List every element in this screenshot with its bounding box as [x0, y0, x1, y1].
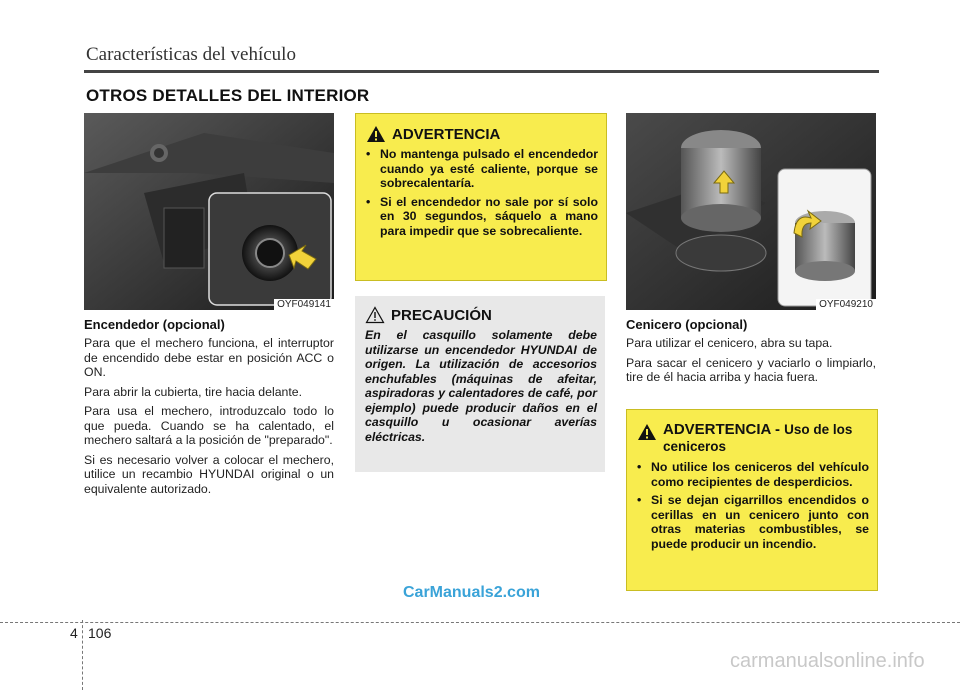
paragraph: Si es necesario volver a colocar el mechero, utilice un recambio HYUNDAI original o un equivalente autorizado. — [84, 452, 334, 496]
lighter-heading: Encendedor (opcional) — [84, 317, 225, 332]
warning-header — [637, 421, 869, 455]
paragraph: Para que el mechero funciona, el interruptor de encendido debe estar en posición ACC o ON. — [84, 336, 334, 379]
ashtray-heading: Cenicero (opcional) — [626, 317, 748, 332]
lighter-illustration — [84, 113, 334, 310]
warning-header — [366, 125, 500, 143]
warning-list — [637, 460, 869, 555]
caution-title: PRECAUCIÓN — [391, 306, 492, 324]
warning-subtitle: Uso de los ceniceros — [663, 422, 853, 454]
warning-triangle-icon — [637, 423, 657, 441]
list-item: • Si el encendedor no sale por sí solo en 30 segundos, sáquelo a mano para impedir que se sobrecaliente. — [366, 195, 598, 239]
lighter-warning-box — [355, 113, 607, 281]
warning-title: ADVERTENCIA — [392, 125, 501, 143]
footer-divider — [0, 622, 960, 623]
chapter-number: 4 — [70, 625, 78, 641]
ashtray-photo — [626, 113, 876, 310]
header-rule — [84, 70, 879, 73]
paragraph: Para usa el mechero, introduzcalo todo lo que pueda. Cuando se ha calentado, el mechero saltará a la posición de "preparado". — [84, 404, 334, 447]
lighter-photo — [84, 113, 334, 310]
caution-triangle-icon — [365, 306, 385, 324]
ashtray-warning-box — [626, 409, 878, 591]
caution-text: En el casquillo solamente debe utilizarse un encendedor HYUNDAI de origen. La utilización de accesorios enchufables (máquinas de afeitar, aspiradoras y calentadores de café, por ejemplo) puede producir daños en el casquillo u ocasionar averías eléctricas. — [365, 328, 597, 444]
footer-watermark: carmanualsonline.info — [730, 650, 925, 672]
caution-header — [365, 306, 492, 324]
page-header-title: Características del vehículo — [86, 44, 296, 65]
watermark-link[interactable]: CarManuals2.com — [403, 584, 540, 601]
warning-triangle-icon — [366, 125, 386, 143]
footer-vertical-divider — [82, 620, 83, 690]
paragraph: Para sacar el cenicero y vaciarlo o limpiarlo, tire de él hacia arriba y hacia fuera. — [626, 355, 876, 384]
warning-list — [366, 147, 598, 242]
list-item: • No mantenga pulsado el encendedor cuando ya esté caliente, porque se sobrecalentaría. — [366, 147, 598, 191]
lighter-body — [84, 336, 334, 501]
list-item: • Si se dejan cigarrillos encendidos o cerillas en un cenicero junto con otras materias combustibles, se puede producir un incendio. — [637, 493, 869, 551]
ashtray-body — [626, 336, 876, 390]
photo-code: OYF049141 — [274, 299, 334, 310]
ashtray-illustration — [626, 113, 876, 310]
list-item: • No utilice los ceniceros del vehículo como recipientes de desperdicios. — [637, 460, 869, 489]
caution-box — [355, 296, 605, 472]
section-title: OTROS DETALLES DEL INTERIOR — [86, 86, 370, 105]
warning-title: ADVERTENCIA - — [663, 421, 785, 438]
page-number: 106 — [88, 625, 112, 641]
paragraph: Para utilizar el cenicero, abra su tapa. — [626, 336, 833, 350]
photo-code: OYF049210 — [816, 299, 876, 310]
paragraph: Para abrir la cubierta, tire hacia delante. — [84, 384, 303, 399]
